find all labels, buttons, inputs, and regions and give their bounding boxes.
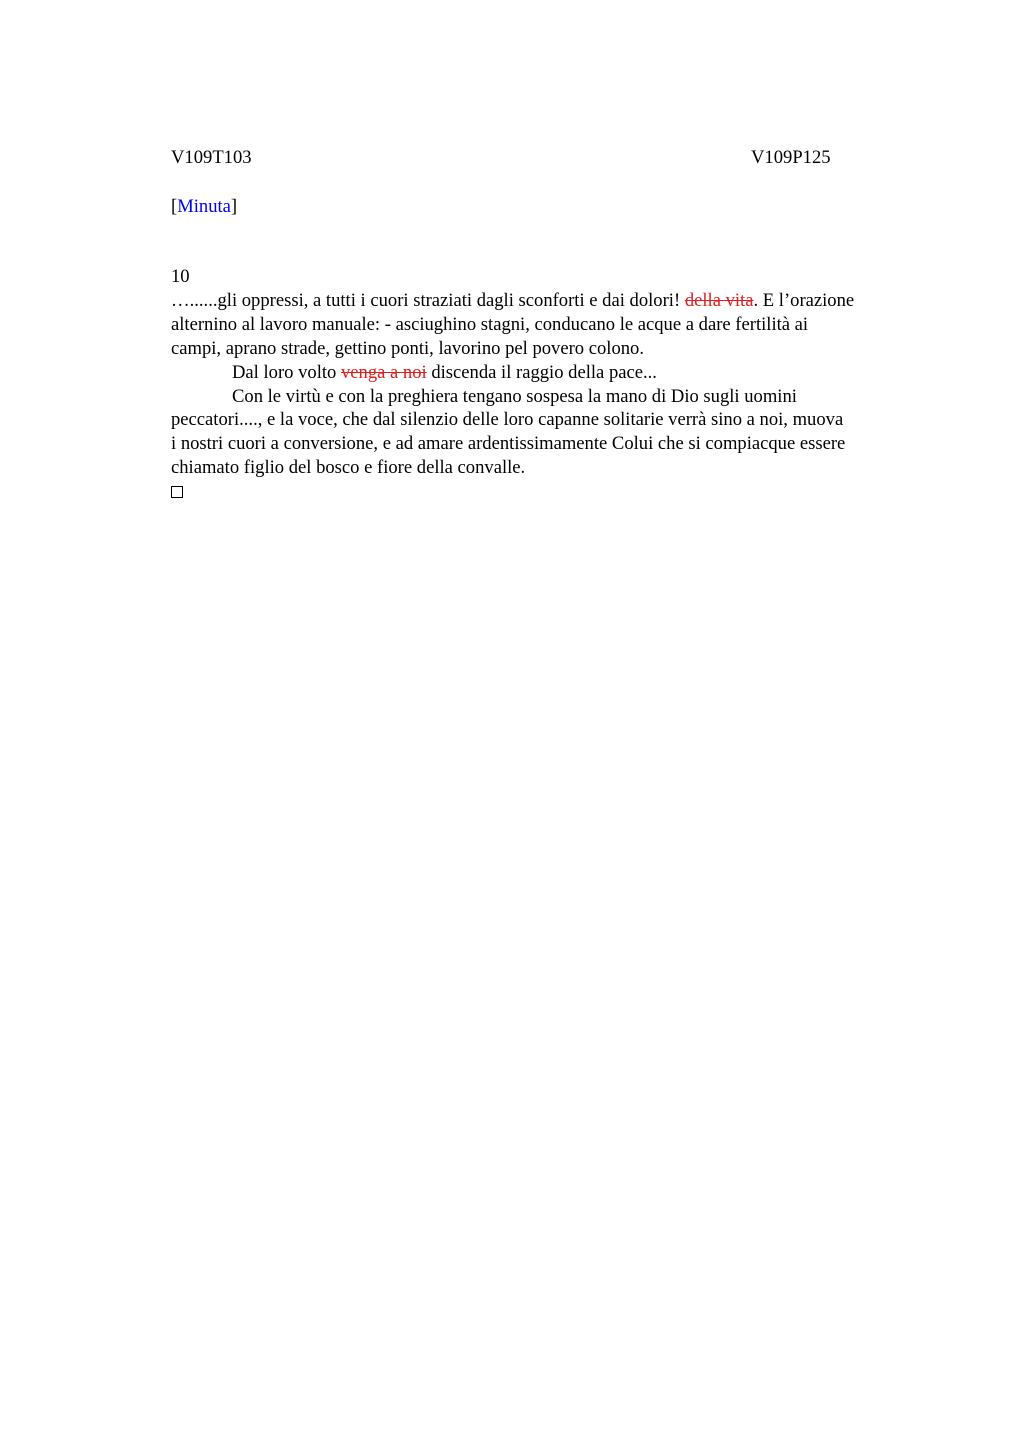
open-bracket: [ <box>171 196 178 217</box>
deleted-text: venga a noi <box>340 361 427 383</box>
text-line-3: campi, aprano strade, gettino ponti, lavorino pel povero colono. <box>171 337 644 359</box>
document-type-line <box>171 195 237 219</box>
document-code-left: V109T103 <box>171 147 252 168</box>
text-line-8: chiamato figlio del bosco e fiore della convalle. <box>171 457 526 479</box>
document-code-right: V109P125 <box>751 147 831 168</box>
end-square-icon <box>171 486 183 498</box>
close-bracket: ] <box>230 196 238 217</box>
text-line-4 <box>171 361 931 385</box>
deleted-text: della vita <box>684 290 754 311</box>
text-line-6: peccatori...., e la voce, che dal silenzio delle loro capanne solitarie verrà sino a noi, muova <box>171 409 844 431</box>
page-number: 10 <box>171 266 190 287</box>
text-line-1 <box>171 289 931 313</box>
text-segment: …......gli oppressi, a tutti i cuori straziati dagli sconforti e dai dolori! <box>171 290 685 311</box>
transcription-body <box>171 289 931 504</box>
text-line-2: alternino al lavoro manuale: - asciughino stagni, conducano le acque a dare fertilità ai <box>171 313 809 335</box>
minuta-link[interactable]: Minuta <box>177 196 231 217</box>
text-segment: discenda il raggio della pace... <box>426 361 657 383</box>
text-segment: . E l’orazione <box>753 290 855 311</box>
end-marker-row <box>171 480 931 504</box>
text-line-5: Con le virtù e con la preghiera tengano sospesa la mano di Dio sugli uomini <box>232 385 797 407</box>
text-line-7: i nostri cuori a conversione, e ad amare ardentissimamente Colui che si compiacque essere <box>171 433 846 455</box>
text-segment: Dal loro volto <box>232 361 341 383</box>
